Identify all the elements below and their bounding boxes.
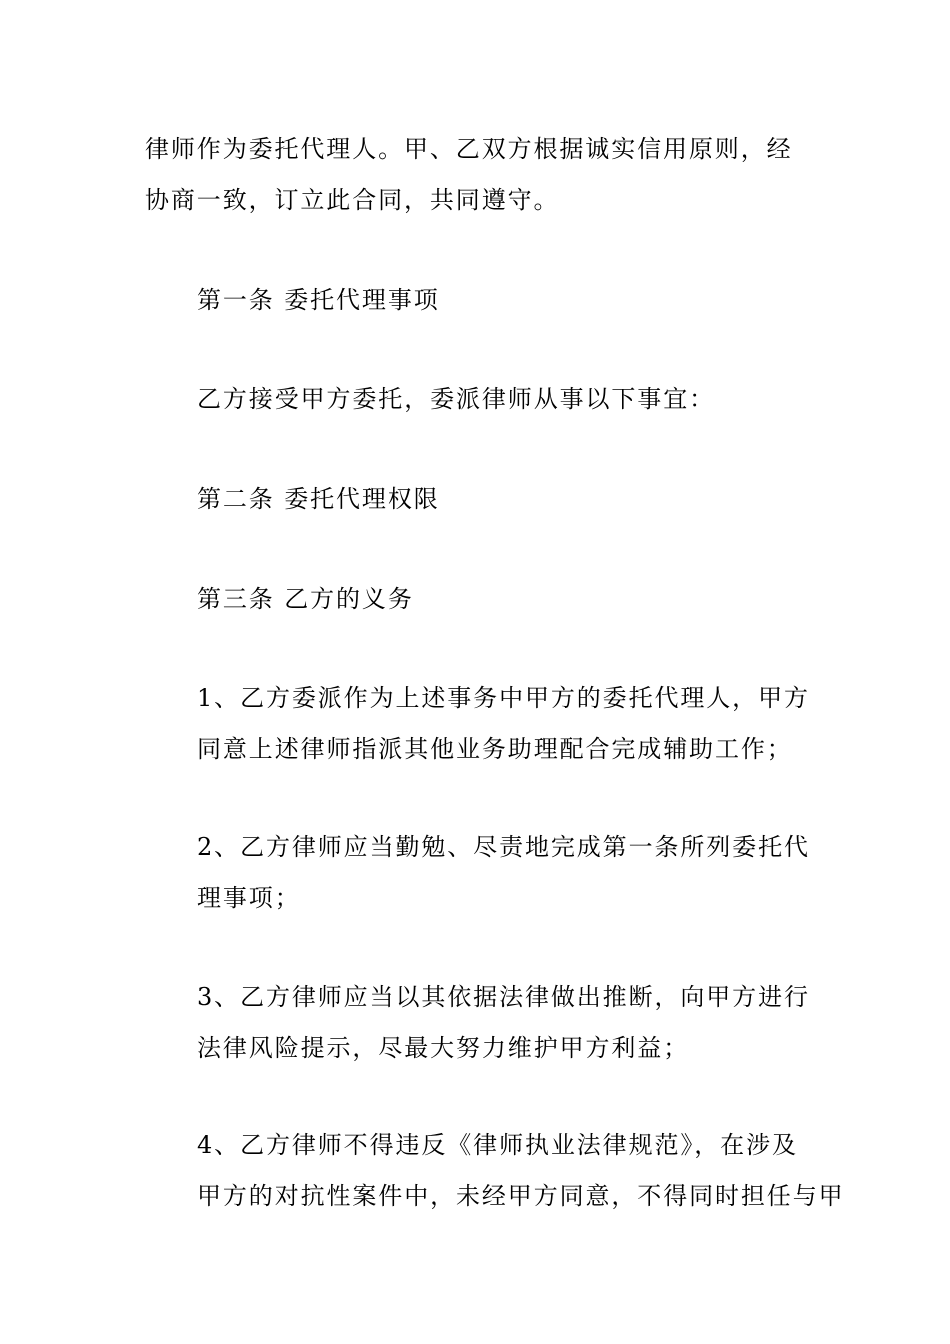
obligation-item-2 — [145, 822, 810, 924]
text-line: 法律风险提示，尽最大努力维护甲方利益； — [197, 1034, 690, 1062]
text-line: 同意上述律师指派其他业务助理配合完成辅助工作； — [197, 735, 793, 763]
article-1-body — [145, 374, 810, 425]
text-line: 3、乙方律师应当以其依据法律做出推断，向甲方进行 — [197, 983, 810, 1011]
obligation-item-1 — [145, 673, 810, 775]
text-line: 4、乙方律师不得违反《律师执业法律规范》，在涉及 — [197, 1131, 798, 1159]
text-line: 理事项； — [197, 884, 301, 912]
text-line: 协商一致，订立此合同，共同遵守。 — [145, 186, 560, 214]
text-line: 1、乙方委派作为上述事务中甲方的委托代理人，甲方 — [197, 684, 810, 712]
text-line: 2、乙方律师应当勤勉、尽责地完成第一条所列委托代 — [197, 833, 810, 861]
obligation-item-3 — [145, 972, 810, 1074]
article-2-heading — [145, 474, 810, 525]
text-line: 第二条 委托代理权限 — [197, 485, 440, 513]
article-1-heading — [145, 275, 810, 326]
text-line: 律师作为委托代理人。甲、乙双方根据诚实信用原则，经 — [145, 135, 793, 163]
obligation-item-4 — [145, 1120, 845, 1222]
text-line: 乙方接受甲方委托，委派律师从事以下事宜： — [197, 385, 715, 413]
text-line: 第三条 乙方的义务 — [197, 585, 414, 613]
paragraph-intro — [145, 124, 810, 226]
text-line: 甲方的对抗性案件中，未经甲方同意，不得同时担任与甲 — [197, 1182, 845, 1210]
article-3-heading — [145, 574, 810, 625]
text-line: 第一条 委托代理事项 — [197, 286, 440, 314]
